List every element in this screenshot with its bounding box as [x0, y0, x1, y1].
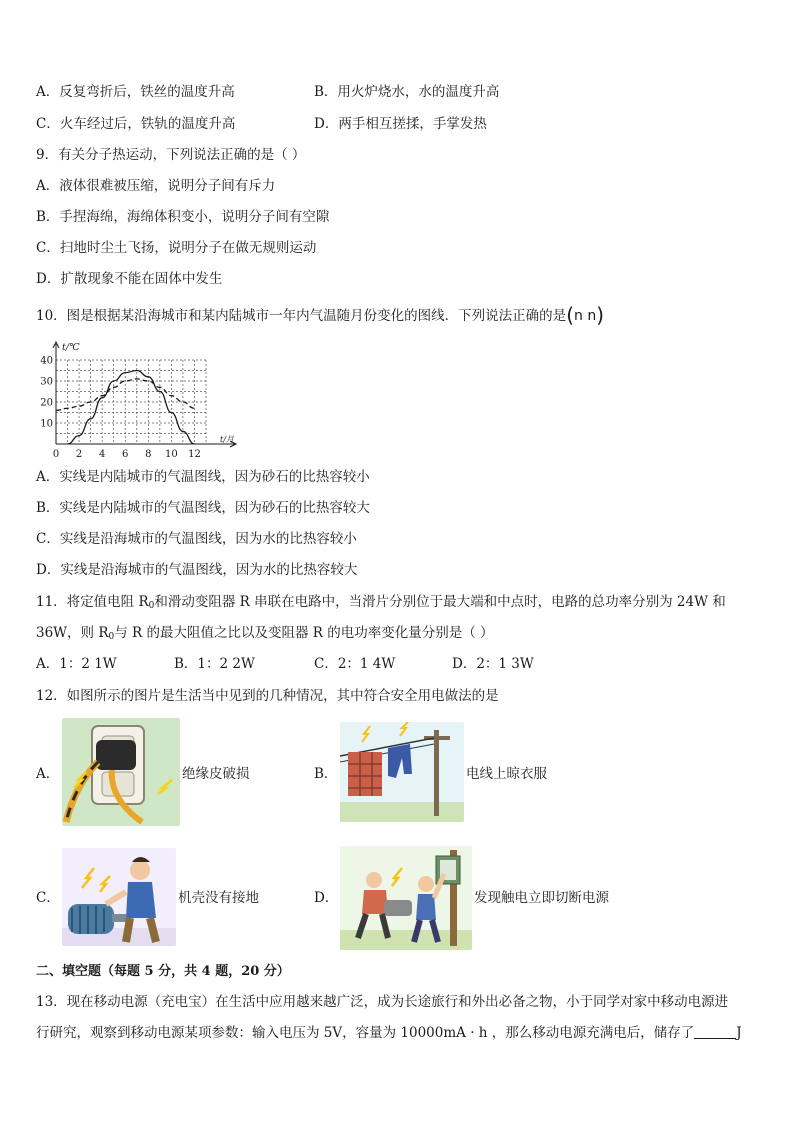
y-tick-label: 10: [40, 418, 53, 430]
series-line-solid: [68, 371, 195, 445]
x-tick-label: 2: [75, 449, 83, 460]
q11-stem-a-sub: 0: [148, 601, 155, 611]
q12-caption-d: 发现触电立即切断电源: [474, 890, 609, 906]
chart-axes: [53, 342, 236, 447]
q10-option-c: C．实线是沿海城市的气温图线，因为水的比热容较小: [36, 531, 357, 547]
q12-caption-c: 机壳没有接地: [178, 890, 259, 906]
q11-option-c: C．2：1 4W: [314, 656, 396, 672]
q8-option-c: C．火车经过后，铁轨的温度升高: [36, 116, 236, 132]
y-tick-label: 40: [40, 355, 53, 367]
q10-option-a: A．实线是内陆城市的气温图线，因为砂石的比热容较小: [36, 469, 370, 485]
q9-option-a: A．液体很难被压缩，说明分子间有斥力: [36, 178, 276, 194]
x-tick-label: 8: [145, 449, 152, 460]
y-axis-label: t/℃: [62, 342, 80, 353]
q9-stem: 9．有关分子热运动，下列说法正确的是（ ）: [36, 147, 306, 163]
q12-label-b: B．: [314, 766, 338, 782]
x-axis-label: t/月: [220, 435, 234, 444]
y-tick-label: 20: [40, 397, 53, 409]
q12-label-c: C．: [36, 890, 60, 906]
q8-option-a: A．反复弯折后，铁丝的温度升高: [36, 84, 235, 100]
q11-line2-sub: 0: [108, 632, 115, 642]
x-tick-label: 10: [165, 449, 178, 460]
q11-line2-b: 与 R 的最大阻值之比以及变阻器 R 的电功率变化量分别是（ ）: [114, 625, 494, 641]
q11-stem-line2: [36, 624, 494, 646]
q8-option-d: D．两手相互搓揉，手掌发热: [314, 116, 487, 132]
x-tick-label: 12: [188, 449, 201, 460]
q13-unit: J: [736, 1025, 742, 1041]
x-tick-label: 4: [98, 449, 106, 460]
q11-option-d: D．2：1 3W: [452, 656, 534, 672]
q12-picture-d: [340, 846, 472, 950]
q9-option-c: C．扫地时尘土飞扬，说明分子在做无规则运动: [36, 240, 317, 256]
q8-option-b: B．用火炉烧水，水的温度升高: [314, 84, 500, 100]
q11-stem-b: 和滑动变阻器 R 串联在电路中，当滑片分别位于最大端和中点时，电路的总功率分别为 24W 和: [154, 594, 726, 610]
q12-caption-b: 电线上晾衣服: [466, 766, 547, 782]
cut-power-illustration: [340, 846, 472, 950]
damaged-plug-illustration: [62, 718, 180, 826]
x-tick-label: 6: [122, 449, 129, 460]
q12-caption-a: 绝缘皮破损: [182, 766, 250, 782]
y-tick-label: 30: [40, 376, 53, 388]
q13-line2-text: 行研究，观察到移动电源某项参数：输入电压为 5V，容量为 10000mA · h ，那么移动电源充满电后，储存了: [36, 1025, 695, 1041]
section-heading: 二、填空题（每题 5 分，共 4 题，20 分）: [36, 964, 290, 979]
q11-stem-a: 11．将定值电阻 R: [36, 594, 149, 610]
q12-picture-b: [340, 722, 464, 822]
q11-option-b: B．1：2 2W: [174, 656, 255, 672]
q13-answer-blank[interactable]: [694, 1025, 736, 1039]
q10-paren-close: ): [596, 303, 605, 327]
motor-shock-illustration: [62, 848, 176, 946]
q13-line1: 13．现在移动电源（充电宝）在生活中应用越来越广泛，成为长途旅行和外出必备之物，小于同学对家中移动电源进: [36, 994, 729, 1010]
q10-paren-inner: n n: [574, 308, 597, 324]
temperature-chart: [30, 338, 242, 462]
q13-line2: [36, 1024, 742, 1042]
q10-stem-text: 10．图是根据某沿海城市和某内陆城市一年内气温随月份变化的图线．下列说法正确的是: [36, 308, 567, 324]
q9-option-d: D．扩散现象不能在固体中发生: [36, 271, 223, 287]
q12-picture-a: [62, 718, 180, 826]
q11-stem-line1: [36, 593, 726, 615]
q12-stem: 12．如图所示的图片是生活当中见到的几种情况，其中符合安全用电做法的是: [36, 688, 499, 704]
q10-option-d: D．实线是沿海城市的气温图线，因为水的比热容较大: [36, 562, 358, 578]
q10-option-b: B．实线是内陆城市的气温图线，因为砂石的比热容较大: [36, 500, 370, 516]
q10-paren-open: (: [566, 303, 574, 327]
clothes-on-wire-illustration: [340, 722, 464, 822]
q9-option-b: B．手捏海绵，海绵体积变小，说明分子间有空隙: [36, 209, 330, 225]
q12-label-a: A．: [36, 766, 60, 782]
q12-label-d: D．: [314, 890, 339, 906]
q12-picture-c: [62, 848, 176, 946]
q11-option-a: A．1：2 1W: [36, 656, 117, 672]
q11-line2-a: 36W，则 R: [36, 625, 109, 641]
q11-options: [36, 655, 534, 673]
x-tick-label: 0: [52, 449, 60, 460]
q10-stem: [36, 303, 605, 327]
